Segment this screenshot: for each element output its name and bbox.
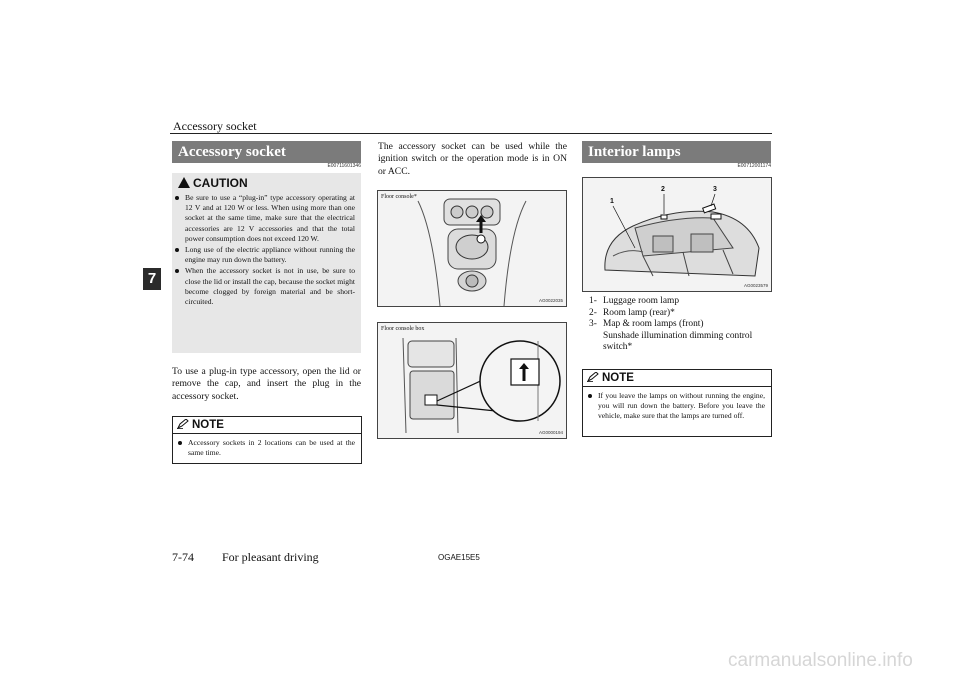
note-heading: NOTE (173, 417, 361, 434)
caution-item: When the accessory socket is not in use, be sure to close the lid or install the cap, because the socket might become clogged by foreign material and be short-circuited. (174, 266, 355, 307)
section-title: Accessory socket (172, 141, 361, 163)
accessory-paragraph: To use a plug-in type accessory, open the lid or remove the cap, and insert the plug in the accessory socket. (172, 366, 361, 402)
floor-console-illustration (378, 191, 566, 306)
bullet-icon (588, 394, 592, 398)
bullet-icon (175, 269, 179, 273)
car-interior-illustration (583, 178, 771, 291)
callout-3: 3 (713, 186, 717, 193)
note-list (173, 434, 361, 458)
bullet-icon (178, 441, 182, 445)
note-item: If you leave the lamps on without running the engine, you will run down the battery. Before you leave the vehicle, make sure that the lamps are turned off. (587, 391, 765, 422)
console-box-illustration (378, 323, 566, 438)
footer-section: For pleasant driving (222, 550, 319, 564)
caution-item: Long use of the electric appliance without running the engine may run down the battery. (174, 245, 355, 265)
note-heading: NOTE (583, 370, 771, 387)
figure-code: AG0000194 (538, 430, 563, 435)
bullet-icon (175, 196, 179, 200)
warning-triangle-icon (178, 177, 190, 188)
figure-label: Floor console* (381, 194, 417, 200)
caution-box (172, 173, 361, 353)
interior-lamps-figure (582, 177, 772, 292)
note-item: Accessory sockets in 2 locations can be used at the same time. (177, 438, 355, 458)
floor-console-box-figure (377, 322, 567, 439)
list-item: 3- Map & room lamps (front) (589, 319, 704, 330)
lamp-list (589, 296, 774, 354)
page-number: 7-74 (172, 550, 194, 564)
bullet-icon (175, 248, 179, 252)
section-title: Interior lamps (582, 141, 771, 163)
caution-list (172, 190, 361, 307)
caution-item: Be sure to use a “plug-in” type accessory operating at 12 V and at 120 W or less. When using more than one socket at the same time, make sure that the electrical accessories are 12 V accessories and that the total power consumption does not exceed 120 W. (174, 193, 355, 244)
figure-code: AG0023579 (743, 283, 768, 288)
section-code: E00712001174 (737, 163, 771, 169)
doc-code: OGAE15E5 (438, 553, 480, 562)
pencil-icon (587, 372, 599, 382)
chapter-tab: 7 (143, 268, 161, 290)
figure-label: Floor console box (381, 326, 425, 332)
figure-code: AG0022035 (538, 298, 563, 303)
caution-heading: CAUTION (172, 173, 361, 190)
callout-2: 2 (661, 186, 665, 193)
list-item: 2- Room lamp (rear)* (589, 307, 675, 318)
watermark: carmanualsonline.info (728, 650, 913, 671)
running-head: Accessory socket (173, 119, 257, 133)
header-rule (170, 133, 772, 134)
callout-1: 1 (610, 198, 614, 205)
note-list (583, 387, 771, 422)
section-code: E00711601346 (327, 163, 361, 169)
interior-section-header (582, 141, 771, 169)
accessory-section-header (172, 141, 361, 169)
middle-paragraph: The accessory socket can be used while the ignition switch or the operation mode is in ON or ACC. (378, 141, 567, 177)
note-box (582, 369, 772, 437)
list-item-continuation: Sunshade illumination dimming control switch* (603, 330, 753, 353)
pencil-icon (177, 419, 189, 429)
floor-console-figure (377, 190, 567, 307)
list-item: 1- Luggage room lamp (589, 296, 680, 306)
note-box (172, 416, 362, 464)
